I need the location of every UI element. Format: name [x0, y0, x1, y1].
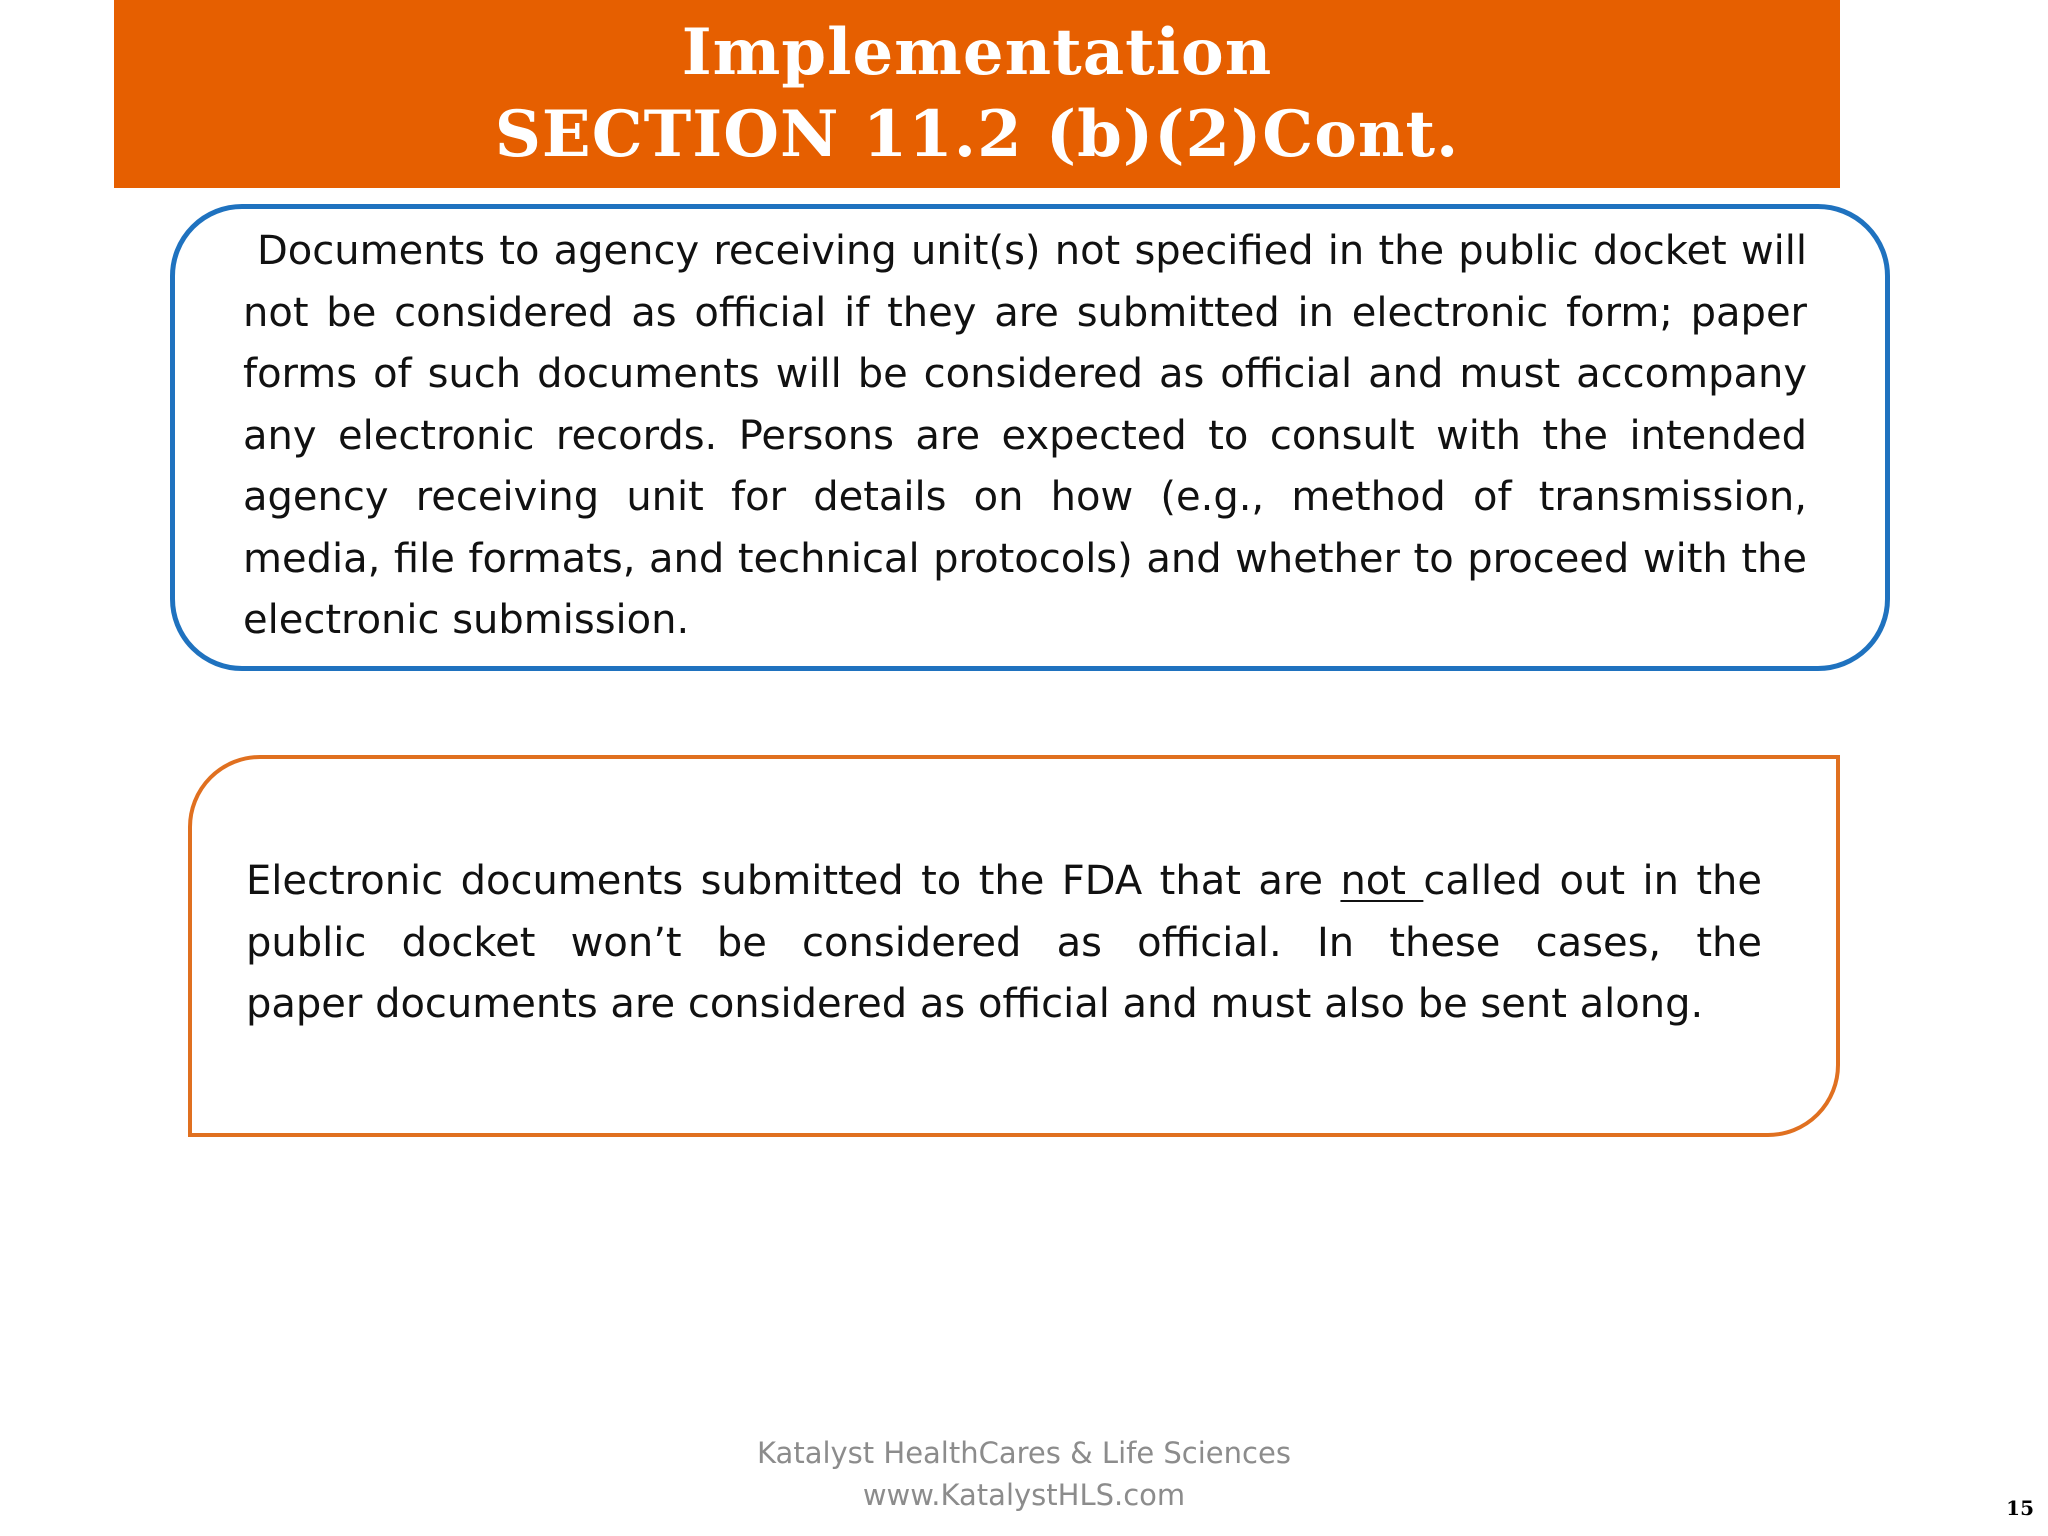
orange-text-after: called out in the public docket won’t be considered as official. In these cases, the	[246, 858, 1762, 966]
orange-text-before: Electronic documents submitted to the FDA that are	[246, 858, 1341, 904]
orange-callout-text	[246, 851, 1762, 1036]
footer-url: www.KatalystHLS.com	[862, 1478, 1186, 1512]
orange-text-emphasis: not	[1340, 858, 1424, 904]
slide-title-line-2: SECTION 11.2 (b)(2)Cont.	[494, 97, 1460, 172]
title-banner	[114, 0, 1840, 188]
footer-company: Katalyst HealthCares & Life Sciences	[757, 1436, 1291, 1470]
slide-title-line-1: Implementation	[681, 15, 1273, 90]
blue-callout-box	[170, 204, 1890, 671]
orange-callout-box	[188, 755, 1840, 1137]
blue-callout-text: Documents to agency receiving unit(s) not specified in the public docket will not be considered as official if they are submitted in electronic form; paper forms of such documents will be considered as official and must accompany any electronic records. Persons are expected to consult with the intended agency receiving unit for details on how (e.g., method of transmission, media, file formats, and technical protocols) and whether to proceed with the electronic submission.	[243, 228, 1807, 643]
slide-number: 15	[2006, 1496, 2034, 1520]
orange-text-last-line: paper documents are considered as official and must also be sent along.	[246, 981, 1704, 1027]
